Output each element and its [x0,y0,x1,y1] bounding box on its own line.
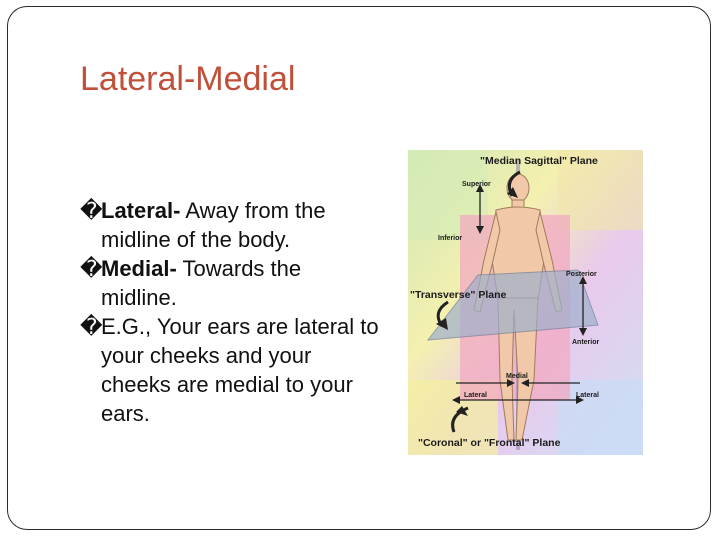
bullet-marker: � [80,198,103,223]
bullet-marker: � [80,314,103,339]
lateral-right-label: Lateral [576,392,599,399]
bullet-marker: � [80,256,103,281]
slide-title: Lateral-Medial [80,60,296,98]
slide-body [80,196,380,428]
inferior-label: Inferior [438,235,463,242]
transverse-plane-label: "Transverse" Plane [410,289,507,301]
anterior-label: Anterior [572,339,600,346]
anatomical-planes-figure [408,150,643,455]
medial-label: Medial [506,373,528,380]
bullet-lateral [80,196,380,254]
bullet-term: Lateral- [101,198,181,223]
lateral-left-label: Lateral [464,392,487,399]
posterior-label: Posterior [566,271,597,278]
bullet-text: Towards the midline. [101,256,302,310]
coronal-plane-label: "Coronal" or "Frontal" Plane [418,437,561,449]
bullet-example [80,312,380,428]
superior-label: Superior [462,181,491,188]
figure-background-patch [558,380,643,455]
bullet-term: Medial- [101,256,177,281]
anatomical-planes-illustration [408,150,643,455]
bullet-text: Away from the midline of the body. [101,198,326,252]
bullet-medial [80,254,380,312]
sagittal-plane-label: "Median Sagittal" Plane [480,155,598,167]
bullet-text: E.G., Your ears are lateral to your cheeks and your cheeks are medial to your ears. [101,314,379,426]
